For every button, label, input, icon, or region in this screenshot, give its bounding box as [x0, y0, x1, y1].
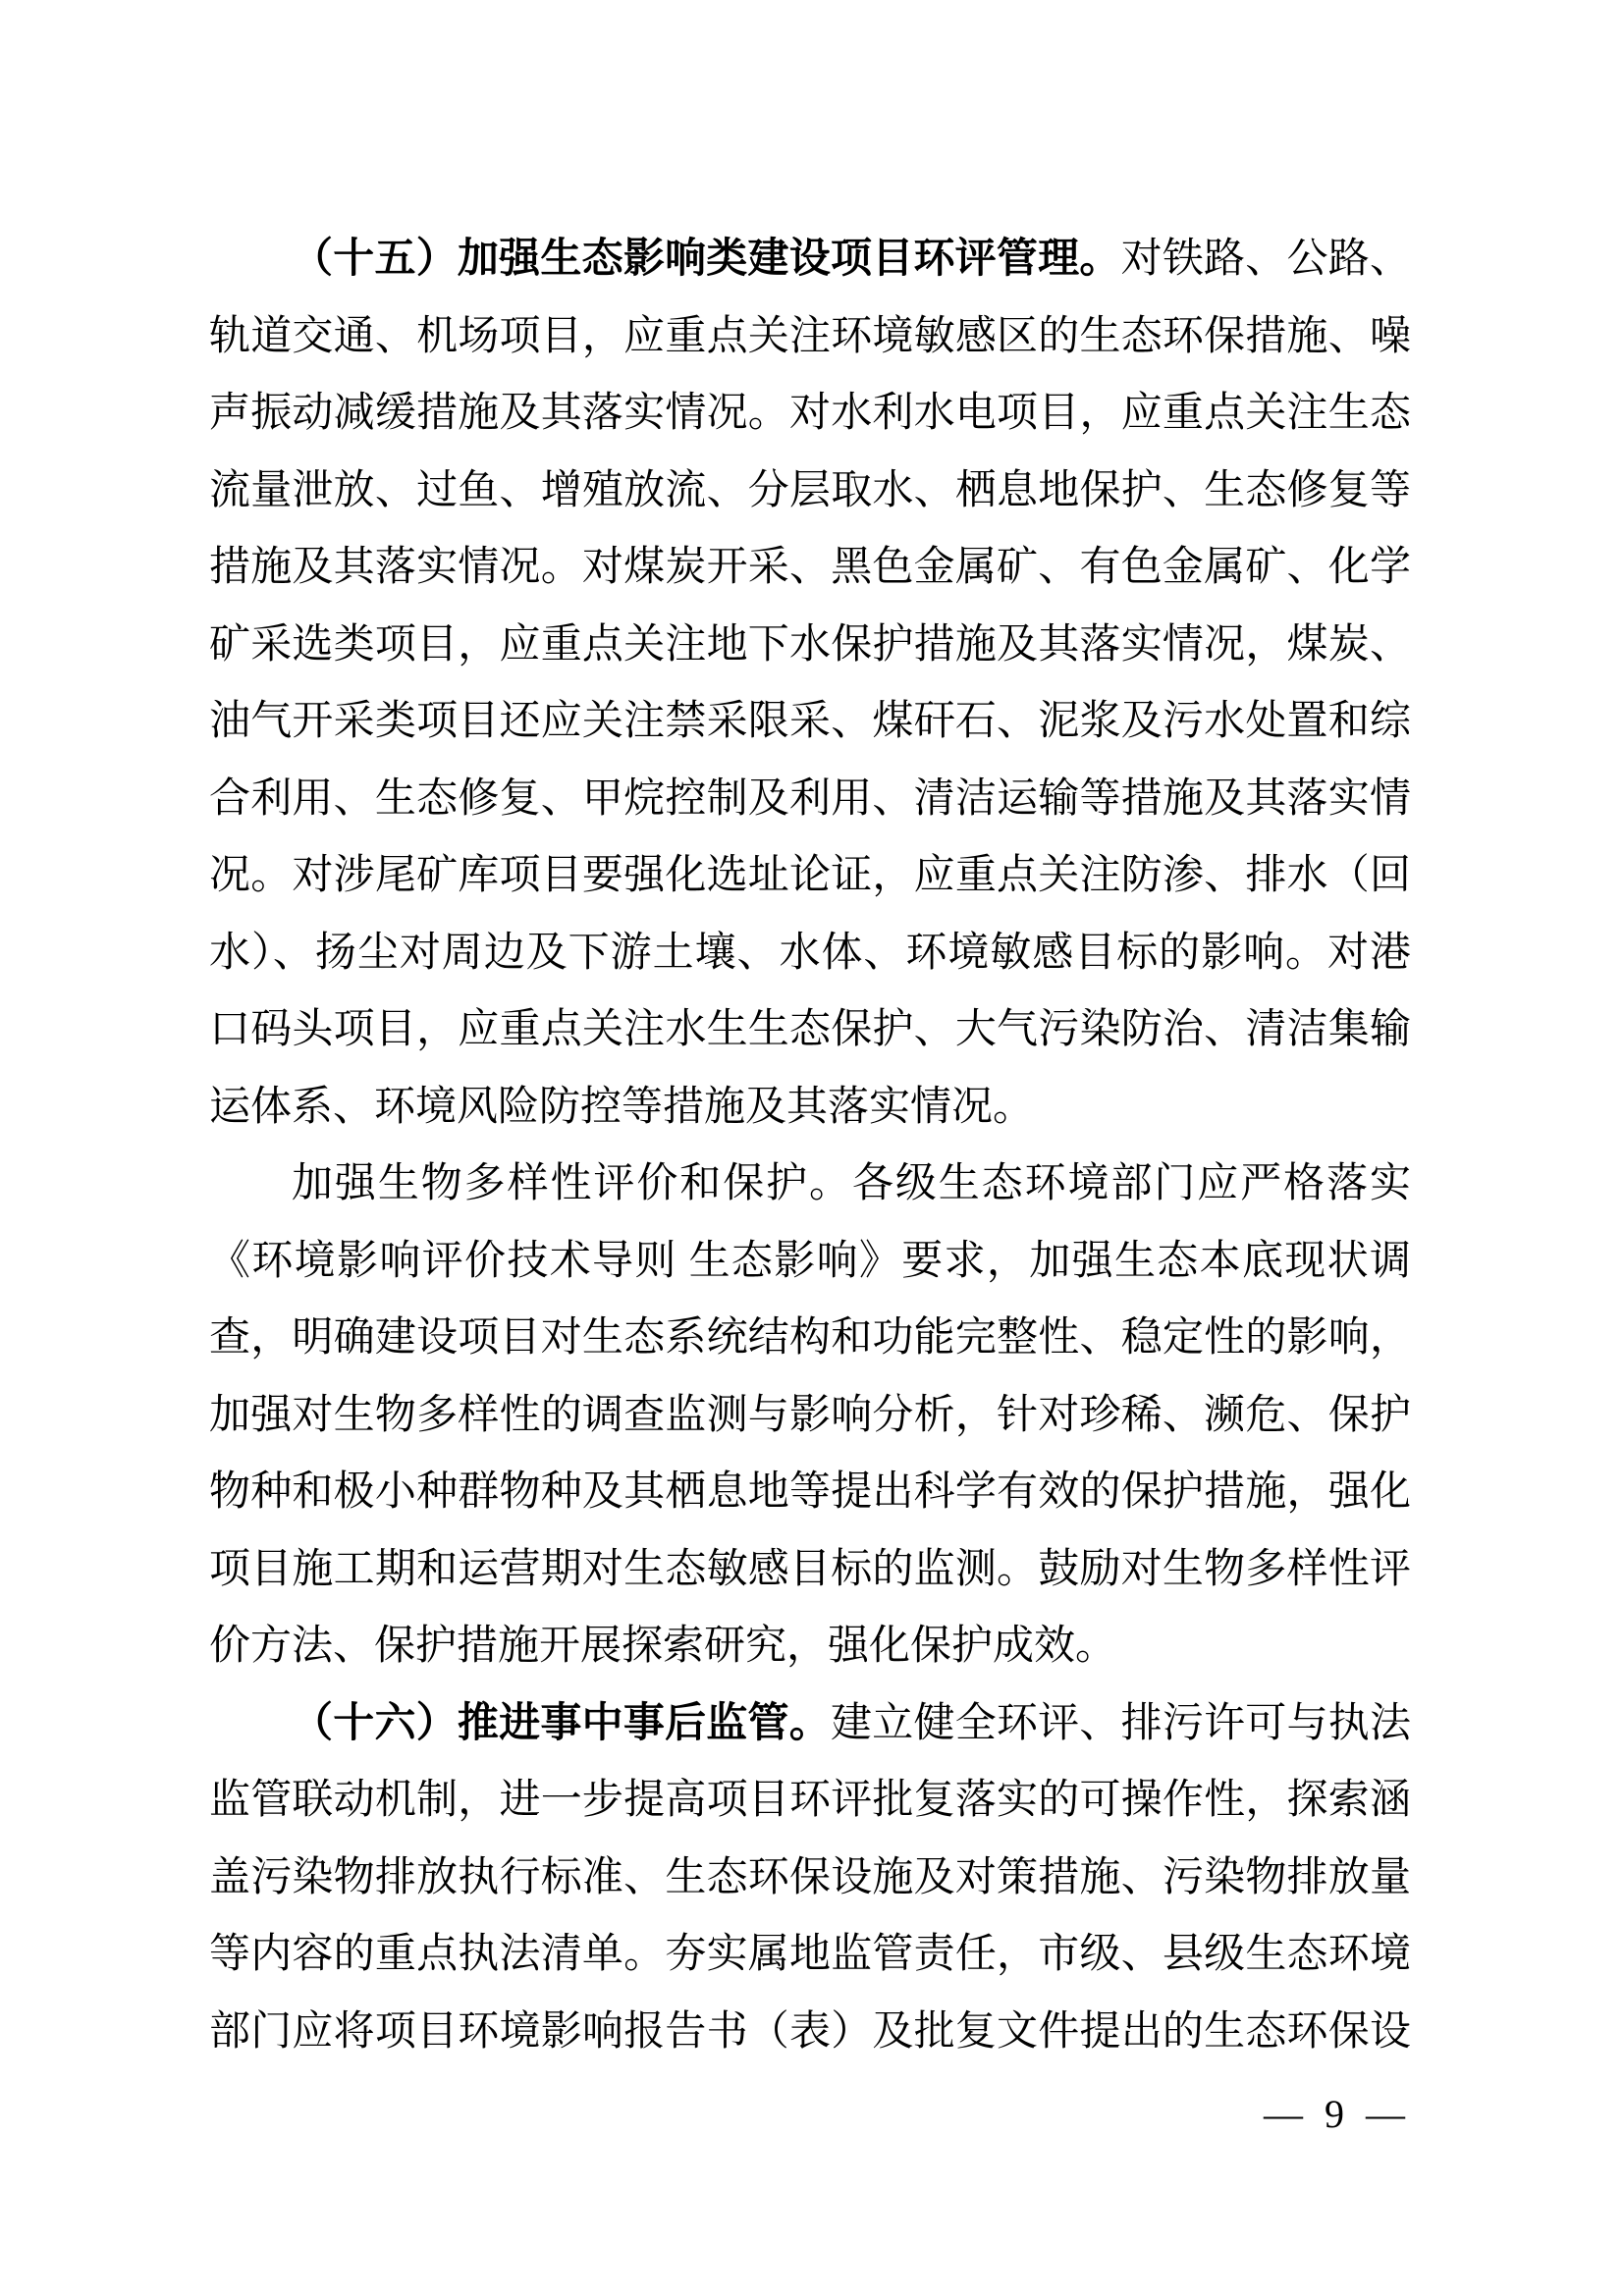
text-line	[209, 1994, 1411, 2071]
text-line	[209, 1223, 1411, 1301]
text-line	[209, 761, 1411, 838]
document-body	[209, 221, 1411, 2070]
text-line	[209, 1762, 1411, 1840]
page-number: — 9 —	[1264, 2092, 1411, 2136]
text-line	[209, 375, 1411, 453]
body-text: 口码头项目，应重点关注水生生态保护、大气污染防治、清洁集输	[209, 1007, 1411, 1052]
text-line	[209, 991, 1411, 1069]
body-text: 声振动减缓措施及其落实情况。对水利水电项目，应重点关注生态	[209, 391, 1411, 436]
section-heading-text: （十五）加强生态影响类建设项目环评管理。	[292, 237, 1121, 282]
body-text: 合利用、生态修复、甲烷控制及利用、清洁运输等措施及其落实情	[209, 775, 1411, 822]
body-text: 措施及其落实情况。对煤炭开采、黑色金属矿、有色金属矿、化学	[209, 545, 1411, 590]
body-text: 项目施工期和运营期对生态敏感目标的监测。鼓励对生物多样性评	[209, 1546, 1411, 1592]
body-text: 况。对涉尾矿库项目要强化选址论证，应重点关注防渗、排水（回	[209, 853, 1411, 898]
body-text: 流量泄放、过鱼、增殖放流、分层取水、栖息地保护、生态修复等	[209, 467, 1411, 513]
body-text: 水）、扬尘对周边及下游土壤、水体、环境敏感目标的影响。对港	[209, 930, 1411, 976]
section-heading-text: （十六）推进事中事后监管。	[292, 1700, 831, 1746]
body-text: 查，明确建设项目对生态系统结构和功能完整性、稳定性的影响，	[209, 1315, 1411, 1361]
body-text: 油气开采类项目还应关注禁采限采、煤矸石、泥浆及污水处置和综	[209, 699, 1411, 744]
body-text: 《环境影响评价技术导则 生态影响》要求，加强生态本底现状调	[209, 1238, 1411, 1284]
text-line	[209, 837, 1411, 915]
body-text: 加强生物多样性评价和保护。各级生态环境部门应严格落实	[292, 1161, 1411, 1206]
body-text: 对铁路、公路、	[1120, 237, 1411, 282]
text-line	[209, 1300, 1411, 1377]
text-line	[209, 1069, 1411, 1147]
text-line	[209, 1685, 1411, 1763]
text-line	[209, 453, 1411, 530]
text-line	[209, 1454, 1411, 1531]
body-text: 监管联动机制，进一步提高项目环评批复落实的可操作性，探索涵	[209, 1778, 1411, 1823]
text-line	[209, 298, 1411, 376]
text-line	[209, 1840, 1411, 1917]
body-text: 加强对生物多样性的调查监测与影响分析，针对珍稀、濒危、保护	[209, 1392, 1411, 1438]
text-line	[209, 1608, 1411, 1685]
body-text: 运体系、环境风险防控等措施及其落实情况。	[209, 1084, 1035, 1130]
body-text: 等内容的重点执法清单。夯实属地监管责任，市级、县级生态环境	[209, 1932, 1411, 1977]
body-text: 矿采选类项目，应重点关注地下水保护措施及其落实情况，煤炭、	[209, 621, 1411, 667]
body-text: 轨道交通、机场项目，应重点关注环境敏感区的生态环保措施、噪	[209, 313, 1411, 359]
body-text: 建立健全环评、排污许可与执法	[831, 1700, 1411, 1746]
text-line	[209, 221, 1411, 298]
text-line	[209, 1146, 1411, 1223]
text-line	[209, 607, 1411, 684]
body-text: 盖污染物排放执行标准、生态环保设施及对策措施、污染物排放量	[209, 1854, 1411, 1900]
body-text: 部门应将项目环境影响报告书（表）及批复文件提出的生态环保设	[209, 2008, 1411, 2055]
body-text: 物种和极小种群物种及其栖息地等提出科学有效的保护措施，强化	[209, 1469, 1411, 1515]
text-line	[209, 1916, 1411, 1994]
text-line	[209, 1377, 1411, 1455]
text-line	[209, 683, 1411, 761]
text-line	[209, 915, 1411, 992]
text-line	[209, 529, 1411, 607]
body-text: 价方法、保护措施开展探索研究，强化保护成效。	[209, 1624, 1117, 1669]
text-line	[209, 1531, 1411, 1609]
